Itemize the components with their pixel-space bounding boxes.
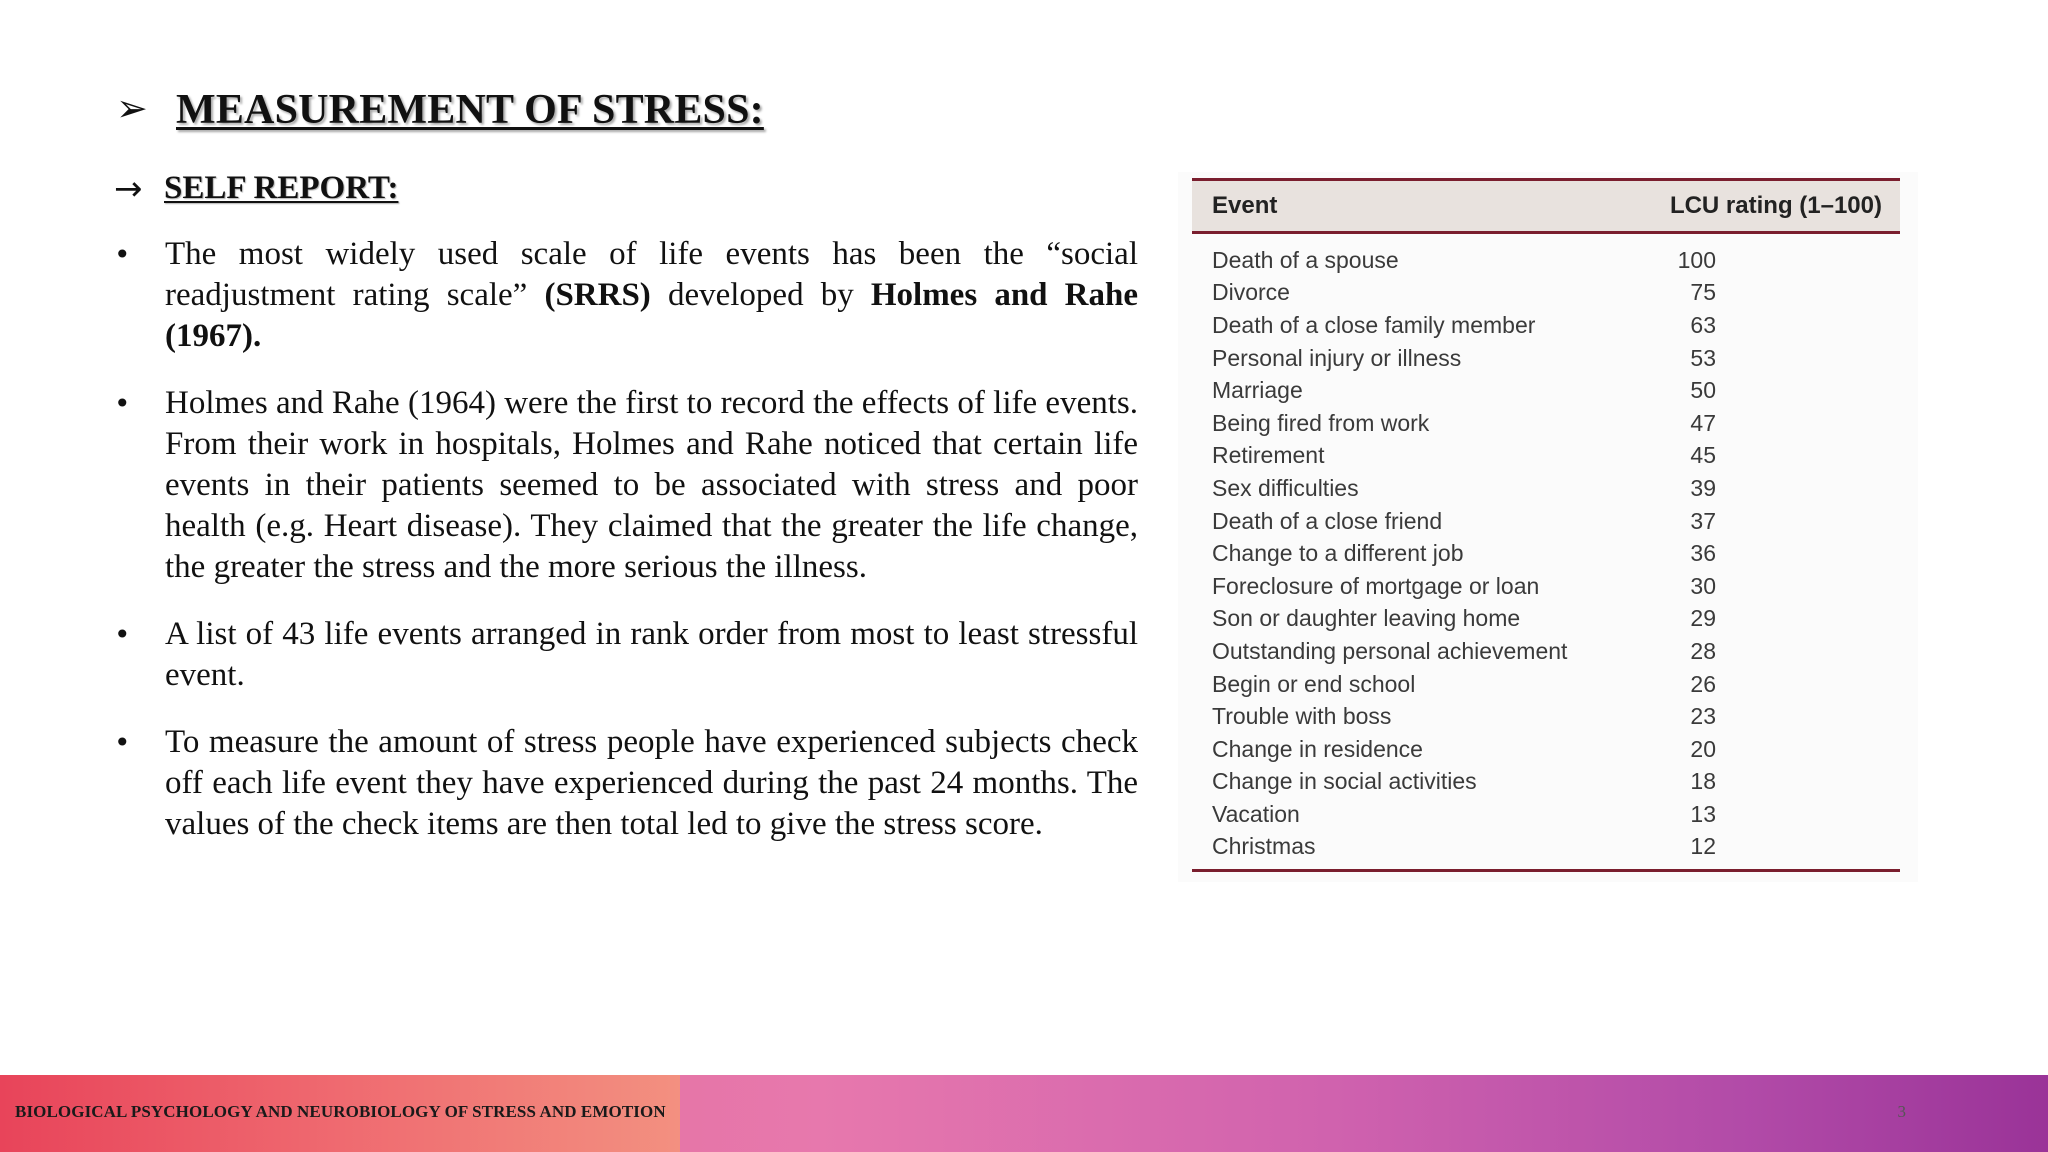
bullet-text: Holmes and Rahe (1964) were the first to record the effects of life events. From their work in hospitals, Holmes and Rahe noticed that certain life events in their patients seemed to be associated with stress and poor health (e.g. Heart disease). They claimed that the greater the life change, the greater the stress and the more serious the illness.	[165, 385, 1138, 585]
table-row	[1192, 440, 1900, 473]
rating-cell: 20	[1690, 735, 1716, 762]
rating-cell: 75	[1690, 279, 1716, 306]
table-row	[1192, 309, 1900, 342]
bullet-dot-icon: •	[114, 618, 131, 651]
rating-cell: 63	[1690, 311, 1716, 338]
table-row	[1192, 831, 1900, 871]
table-row	[1192, 668, 1900, 701]
event-cell: Change in residence	[1212, 735, 1423, 762]
event-cell: Sex difficulties	[1212, 474, 1359, 501]
event-cell: Christmas	[1192, 831, 1631, 871]
table-row	[1192, 603, 1900, 636]
table-row	[1192, 505, 1900, 538]
rating-cell: 47	[1690, 409, 1716, 436]
bullet-text: developed by	[650, 277, 871, 313]
bullet-dot-icon: •	[114, 238, 131, 271]
event-cell: Outstanding personal achievement	[1212, 637, 1568, 664]
bullet-text: To measure the amount of stress people have experienced subjects check off each life event they have experienced during the past 24 months. The values of the check items are then total led to give the stress score.	[165, 724, 1138, 842]
event-cell: Divorce	[1212, 279, 1290, 306]
event-cell: Vacation	[1212, 800, 1300, 827]
bullet-bold-text: Holmes and Rahe (1967).	[165, 277, 1138, 354]
page-number: 3	[1897, 1102, 1906, 1121]
header-rating: LCU rating (1–100)	[1631, 180, 1900, 233]
table-row	[1192, 733, 1900, 766]
event-cell: Death of a close family member	[1212, 311, 1536, 338]
rating-cell: 39	[1690, 474, 1716, 501]
footer-bar	[0, 1075, 2048, 1152]
footer-title-block	[0, 1075, 680, 1152]
bullet-text: A list of 43 life events arranged in rank order from most to least stressful event.	[165, 616, 1138, 693]
table-row	[1192, 537, 1900, 570]
event-cell: Change to a different job	[1212, 540, 1464, 567]
title-text: MEASUREMENT OF STRESS:	[176, 87, 764, 133]
rating-cell: 45	[1690, 442, 1716, 469]
table-row	[1192, 407, 1900, 440]
event-cell: Son or daughter leaving home	[1212, 605, 1521, 632]
event-cell: Trouble with boss	[1212, 703, 1392, 730]
rating-cell: 36	[1690, 540, 1716, 567]
table-header-row	[1192, 180, 1900, 233]
table-row	[1192, 766, 1900, 799]
bullet-text: The most widely used scale of life events has been the “social readjustment rating scale”	[165, 236, 1138, 313]
table-row	[1192, 635, 1900, 668]
table-body	[1192, 233, 1900, 871]
lcu-table-image	[1178, 172, 1918, 882]
rating-cell: 28	[1690, 637, 1716, 664]
event-cell: Death of a close friend	[1212, 507, 1443, 534]
rating-cell: 50	[1690, 377, 1716, 404]
bullet-item	[110, 234, 1138, 357]
table-row	[1192, 342, 1900, 375]
rating-cell: 13	[1690, 800, 1716, 827]
bullet-item	[110, 614, 1138, 696]
event-cell: Personal injury or illness	[1212, 344, 1462, 371]
slide-title	[116, 86, 764, 134]
rating-cell: 26	[1690, 670, 1716, 697]
subheading-text: SELF REPORT:	[164, 170, 399, 206]
event-cell: Retirement	[1212, 442, 1325, 469]
rating-cell: 23	[1690, 703, 1716, 730]
event-cell: Begin or end school	[1212, 670, 1416, 697]
bullet-bold-text: (SRRS)	[544, 277, 651, 313]
bullet-item	[110, 383, 1138, 588]
bullet-dot-icon: •	[114, 726, 131, 759]
bullet-item	[110, 722, 1138, 845]
rating-cell: 100	[1677, 246, 1716, 273]
table-row	[1192, 374, 1900, 407]
bullet-list	[110, 234, 1138, 871]
footer-label: BIOLOGICAL PSYCHOLOGY AND NEUROBIOLOGY OF STRESS AND EMOTION	[15, 1102, 666, 1121]
table-row	[1192, 277, 1900, 310]
subheading	[114, 170, 398, 207]
event-cell: Being fired from work	[1212, 409, 1430, 436]
table-row	[1192, 233, 1900, 277]
rating-cell: 30	[1690, 572, 1716, 599]
table-row	[1192, 700, 1900, 733]
event-cell: Foreclosure of mortgage or loan	[1212, 572, 1540, 599]
event-cell: Death of a spouse	[1212, 246, 1399, 273]
rating-cell: 53	[1690, 344, 1716, 371]
lcu-rating-table	[1192, 178, 1900, 872]
event-cell: Marriage	[1212, 377, 1303, 404]
rating-cell: 37	[1690, 507, 1716, 534]
rating-cell: 12	[1631, 831, 1900, 871]
bullet-dot-icon: •	[114, 387, 131, 420]
header-event: Event	[1192, 180, 1631, 233]
rating-cell: 18	[1690, 768, 1716, 795]
rating-cell: 29	[1690, 605, 1716, 632]
table-row	[1192, 798, 1900, 831]
event-cell: Change in social activities	[1212, 768, 1477, 795]
right-arrow-icon: →	[114, 168, 143, 209]
table-row	[1192, 472, 1900, 505]
arrowhead-bullet-icon: ➢	[116, 86, 148, 130]
table-row	[1192, 570, 1900, 603]
